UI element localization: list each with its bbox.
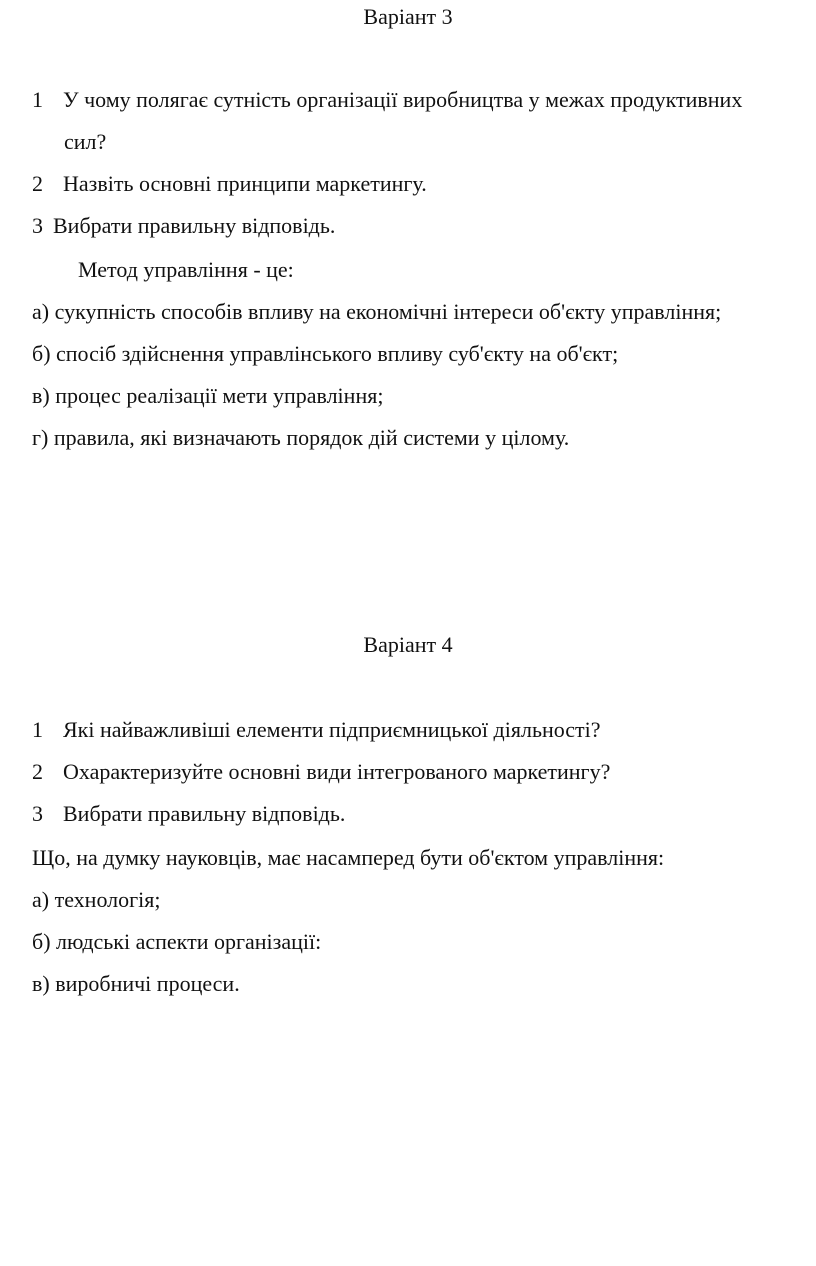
question-text: Назвіть основні принципи маркетингу. bbox=[63, 171, 427, 196]
question-text: Вибрати правильну відповідь. bbox=[53, 213, 336, 238]
variant-4-option-b: б) людські аспекти організації: bbox=[32, 929, 322, 954]
variant-4-question-1 bbox=[32, 716, 601, 744]
question-text: Вибрати правильну відповідь. bbox=[63, 801, 346, 826]
question-number: 1 bbox=[32, 717, 43, 742]
variant-3-option-b: б) спосіб здійснення управлінського впливу суб'єкту на об'єкт; bbox=[32, 341, 619, 366]
variant-4-option-c: в) виробничі процеси. bbox=[32, 971, 240, 996]
variant-4-question-3 bbox=[32, 800, 345, 828]
variant-3-option-c: в) процес реалізації мети управління; bbox=[32, 383, 384, 408]
question-number: 2 bbox=[32, 171, 43, 196]
variant-3-option-d: г) правила, які визначають порядок дій системи у цілому. bbox=[32, 425, 570, 450]
variant-3-title: Варіант 3 bbox=[363, 4, 453, 29]
question-number: 3 bbox=[32, 801, 43, 826]
variant-3-question-1-continuation: сил? bbox=[64, 129, 107, 154]
question-text: Охарактеризуйте основні види інтегрованого маркетингу? bbox=[63, 759, 611, 784]
variant-3-question-3 bbox=[32, 212, 335, 240]
variant-3-option-a: а) сукупність способів впливу на економічні інтереси об'єкту управління; bbox=[32, 299, 722, 324]
question-text: Які найважливіші елементи підприємницької діяльності? bbox=[63, 717, 601, 742]
variant-4-question-2 bbox=[32, 758, 610, 786]
variant-3-question-1 bbox=[32, 86, 742, 114]
question-number: 1 bbox=[32, 87, 43, 112]
question-number: 2 bbox=[32, 759, 43, 784]
variant-3-question-3-prompt: Метод управління - це: bbox=[78, 257, 294, 282]
variant-3-question-2 bbox=[32, 170, 427, 198]
question-number: 3 bbox=[32, 213, 43, 238]
variant-4-question-3-prompt: Що, на думку науковців, має насамперед бути об'єктом управління: bbox=[32, 845, 665, 870]
question-text: У чому полягає сутність організації виробництва у межах продуктивних bbox=[63, 87, 743, 112]
variant-4-title: Варіант 4 bbox=[363, 632, 453, 657]
variant-4-option-a: а) технологія; bbox=[32, 887, 161, 912]
